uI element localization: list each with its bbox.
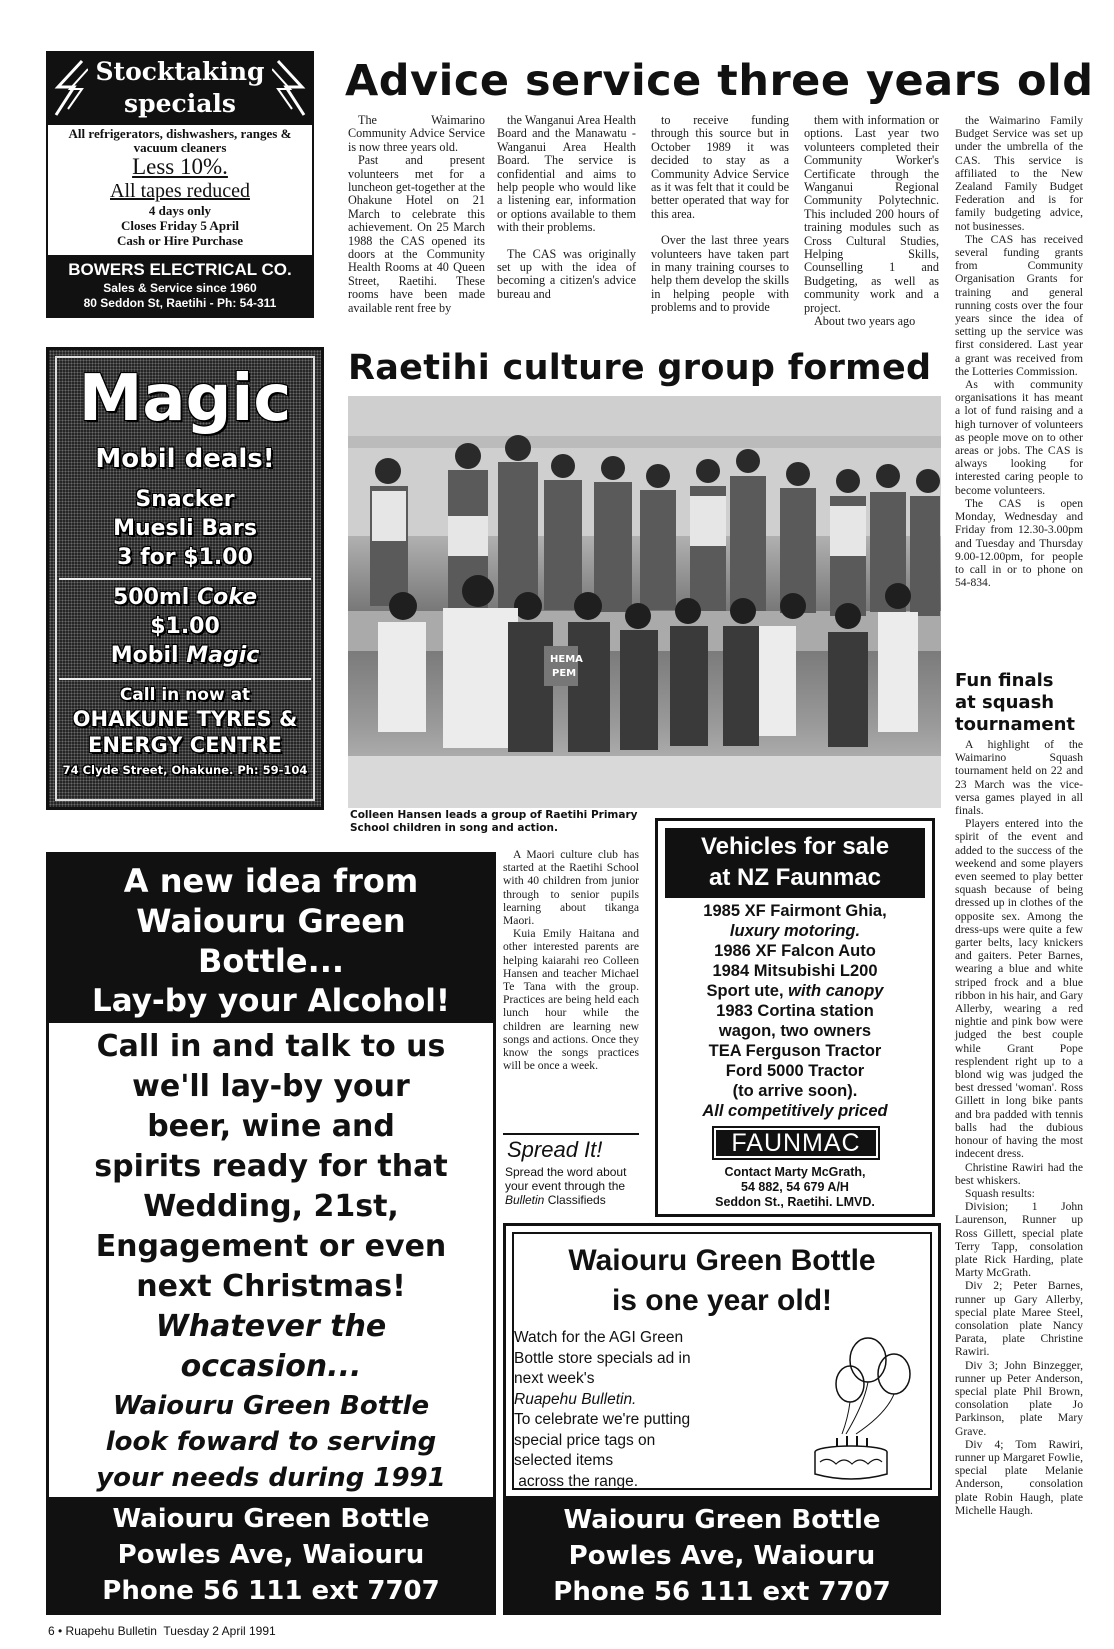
vehicles-l9: Ford 5000 Tractor (725, 1062, 865, 1080)
advice-col5-p3: As with community organisations it has meant a lot of fund raising and a high turnover of volunteers as people move on to other areas or jobs. The CAS is always looking for interested caring people to become volunteers. (955, 378, 1083, 497)
magic-item-muesli: Muesli Bars (113, 516, 257, 541)
advice-col5-p1: the Waimarino Family Budget Service was set up under the umbrella of the CAS. This service is affiliated to the New Zealand Family Budget Federation and is for family budgeting advice, not businesses. (955, 114, 1083, 233)
bowers-since: Sales & Service since 1960 (103, 281, 257, 295)
bowers-company: BOWERS ELECTRICAL CO. (68, 260, 292, 279)
magic-store-2: ENERGY CENTRE (88, 733, 282, 757)
photo-shirt-text-2: PEM (552, 668, 577, 679)
advice-col5-p2: The CAS has received several funding grants from Community Organisation Grants for training and general running costs over the four years since the idea of setting up the service was first considered. Last year a grant was received from the Lotteries Commission. (955, 232, 1083, 378)
vehicles-head-1: Vehicles for sale (700, 833, 890, 860)
culture-photo-drawing (348, 396, 941, 808)
vehicles-l5-a: Sport ute, (706, 982, 789, 1000)
spread-body-a: Spread the word about your event through the (505, 1165, 627, 1193)
gbl-line-6: Engagement or even (95, 1229, 447, 1264)
gbr-foot-2: Powles Ave, Waiouru (568, 1541, 876, 1571)
vehicles-l2: luxury motoring. (729, 922, 861, 940)
vehicles-l11: All competitively priced (702, 1102, 888, 1120)
squash-p5: Division; 1 John Laurenson, Runner up Ross Gillett, special plate Terry Tapp, consolation plate Rick Harding, plate Marty McGrath. (955, 1200, 1083, 1280)
magic-mobil-magic: Magic (186, 643, 260, 668)
squash-p3: Christine Rawiri had the best whiskers. (955, 1160, 1083, 1187)
spread-body (505, 1165, 639, 1207)
stocktaking-tapes: All tapes reduced (110, 180, 250, 202)
magic-divider-2 (59, 678, 311, 680)
gbr-b6: special price tags on (514, 1431, 656, 1449)
squash-p8: Div 4; Tom Rawiri, runner up Margaret Fowlie, special plate Melanie Anderson, consolation plate Robin Haugh, plate Michelle Haugh. (955, 1437, 1083, 1517)
stocktaking-closes: Closes Friday 5 April (120, 218, 240, 233)
gbr-b8: across the range. (514, 1472, 639, 1490)
squash-p6: Div 2; Peter Barnes, runner up Gary Allerby, special plate Maree Steel, consolation plate Nancy Parata, plate Christine Rawiri. (955, 1279, 1083, 1359)
gbr-b1: Watch for the AGI Green (514, 1329, 684, 1346)
magic-coke-size: 500ml (112, 585, 197, 610)
squash-p2: Players entered into the spirit of the event and added to the success of the weekend and some players even seemed to play better squash because of being dressed up in clothes of the opposite sex. Among the dress-ups were quite a few garter belts, lacy knickers and gaiters. Peter Barnes, wearing a blue and white striped frock and a blue ribbon in his hair, and Gary Allerby, wearing a red nightie and pink bow were judged the best couple while Grant Pope resplendent right up to a blond wig was judged the best dressed 'woman'. Ross Gillett in long bike pants and bra padded with tennis balls had the dubious honour of having the most indecent dress. (955, 817, 1083, 1161)
vehicles-l6: 1983 Cortina station (716, 1002, 874, 1020)
stocktaking-header (48, 53, 312, 125)
culture-body (503, 848, 639, 1072)
magic-item-price1: 3 for $1.00 (117, 545, 253, 570)
advice-col3-p2: Over the last three years volunteers have taken part in many training courses to help them develop the skills in helping people with problems and to provide (651, 233, 789, 315)
gbl-line-3: beer, wine and (147, 1109, 395, 1144)
culture-caption: Colleen Hansen leads a group of Raetihi Primary School children in song and action. (350, 809, 638, 834)
stocktaking-payment: Cash or Hire Purchase (116, 233, 244, 248)
gbl-line-9: occasion... (180, 1349, 362, 1384)
spread-body-c: Classifieds (544, 1193, 606, 1207)
vehicles-l7: wagon, two owners (718, 1022, 872, 1040)
magic-divider (59, 578, 311, 580)
stocktaking-days: 4 days only (148, 203, 212, 218)
faunmac-logo (712, 1126, 880, 1160)
gbr-head-1: Waiouru Green Bottle (568, 1244, 876, 1277)
stocktaking-footer (48, 255, 312, 316)
gbr-b3: next week's (514, 1370, 595, 1387)
squash-headline-1: Fun finals (955, 670, 1054, 691)
advice-col-4 (804, 114, 939, 329)
gbl-line-5: Wedding, 21st, (143, 1189, 399, 1224)
faunmac-logo-text: FAUNMAC (716, 1130, 876, 1156)
gbl-line-12: your needs during 1991 (96, 1463, 446, 1493)
photo-shirt-text-1: HEMA (550, 654, 583, 665)
advice-col-1 (348, 114, 485, 315)
vehicles-head-2: at NZ Faunmac (708, 864, 882, 891)
balloons-cake-icon (806, 1334, 916, 1484)
magic-address: 74 Clyde Street, Ohakune. Ph: 59-104 (62, 763, 308, 777)
bowers-address: 80 Seddon St, Raetihi - Ph: 54-311 (83, 296, 277, 310)
advice-col-3 (651, 114, 789, 315)
lightning-right-icon (272, 59, 308, 117)
gbl-line-8: Whatever the (155, 1309, 387, 1344)
gbr-b7: selected items (514, 1452, 614, 1469)
greenbottle-ad-right (503, 1223, 941, 1615)
squash-p7: Div 3; John Binzegger, runner up Peter Anderson, special plate Phil Brown, consolation plate Jo Parkinson, plate Mary Grave. (955, 1358, 1083, 1438)
magic-item-mobil (49, 642, 321, 670)
magic-title: Magic (78, 362, 292, 436)
magic-subtitle: Mobil deals! (95, 444, 275, 474)
vehicles-header (665, 828, 925, 898)
magic-coke-brand: Coke (197, 585, 258, 610)
advice-headline: Advice service three years old (345, 56, 1094, 106)
page-footer: 6 • Ruapehu Bulletin Tuesday 2 April 1991 (48, 1624, 276, 1638)
culture-photo (348, 396, 941, 808)
squash-p1: A highlight of the Waimarino Squash tournament held on 22 and 23 March was the vice-versa games played in all finals. (955, 738, 1083, 818)
spread-body-b: Bulletin (505, 1193, 545, 1207)
greenbottle-ad-left (46, 852, 496, 1615)
advice-col-5 (955, 114, 1083, 589)
stocktaking-ad (46, 51, 314, 318)
gbl-foot-3: Phone 56 111 ext 7707 (102, 1576, 440, 1606)
greenbottle-left-header (49, 855, 493, 1023)
gbl-line-4: spirits ready for that (94, 1149, 448, 1184)
gbr-foot-1: Waiouru Green Bottle (563, 1505, 881, 1535)
magic-item-price2: $1.00 (150, 614, 220, 639)
vehicles-l1: 1985 XF Fairmont Ghia, (703, 902, 887, 920)
gbl-foot-1: Waiouru Green Bottle (112, 1504, 430, 1534)
gbl-line-11: look foward to serving (105, 1427, 437, 1457)
advice-col4-p2: About two years ago (814, 314, 916, 329)
culture-p1: A Maori culture club has started at the Raetihi School with 40 children from junior through to senior pupils learning about tikanga Maori. (503, 848, 639, 928)
advice-col1-p2: Past and present volunteers met for a luncheon get-together at the Ohakune Hotel on 21 March to celebrate this achievement. On 25 March 1988 the CAS opened its doors at the Community Health Rooms at 40 Queen Street, Raetihi. These rooms have been made available rent free by (348, 153, 485, 315)
magic-ad (46, 347, 324, 810)
gbl-line-10: Waiouru Green Bottle (112, 1391, 430, 1421)
gbr-b4: Ruapehu Bulletin. (514, 1390, 637, 1408)
advice-col5-p4: The CAS is open Monday, Wednesday and Friday from 12.30-3.00pm and Tuesday and Thursday 9.00-12.00pm, for people to call in or to phone on 54-834. (955, 496, 1083, 590)
advice-col1-p1: The Waimarino Community Advice Service is now three years old. (348, 113, 485, 154)
spread-box (503, 1133, 639, 1213)
vehicles-contact-1: Contact Marty McGrath, (724, 1165, 866, 1179)
gbr-b2: Bottle store specials ad in (514, 1349, 691, 1367)
gbr-footer (506, 1496, 938, 1612)
vehicles-l5 (658, 981, 932, 1001)
advice-col2-p1: the Wanganui Area Health Board and the Manawatu - Wanganui Area Health Board. The service is confidential and aims to help people who would like a listening ear, information or options available to them with their problems. (497, 113, 636, 235)
vehicles-contact-3: Seddon St., Raetihi. LMVD. (715, 1195, 875, 1209)
magic-item-coke (49, 584, 321, 612)
vehicles-l3: 1986 XF Falcon Auto (714, 942, 876, 960)
lightning-left-icon (52, 59, 88, 117)
squash-headline-2: at squash (955, 692, 1055, 713)
gbl-line-7: next Christmas! (136, 1269, 406, 1304)
gbl-line-2: we'll lay-by your (132, 1069, 410, 1104)
magic-mobil-word: Mobil (110, 643, 187, 668)
vehicles-l4: 1984 Mitsubishi L200 (712, 962, 878, 980)
vehicles-l10: (to arrive soon). (732, 1082, 858, 1100)
magic-store-1: OHAKUNE TYRES & (72, 707, 298, 731)
vehicles-l5-b: with canopy (788, 982, 884, 1000)
gbl-head-2: Waiouru Green (136, 902, 406, 940)
gbr-b5: To celebrate we're putting (514, 1411, 691, 1428)
gbl-head-4: Lay-by your Alcohol! (91, 983, 451, 1019)
stocktaking-discount: Less 10%. (132, 154, 228, 179)
vehicles-l8: TEA Ferguson Tractor (708, 1042, 882, 1060)
squash-body (955, 738, 1083, 1517)
gbr-head-2: is one year old! (611, 1284, 833, 1317)
stocktaking-appliances: All refrigerators, dishwashers, ranges & vacuum cleaners (68, 126, 292, 155)
gbr-foot-3: Phone 56 111 ext 7707 (553, 1577, 891, 1607)
gbl-head-3: Bottle... (197, 942, 345, 980)
magic-call: Call in now at (119, 685, 251, 705)
gbl-footer (49, 1497, 493, 1612)
advice-col4-p1: them with information or options. Last year two volunteers completed their Community Worker's Certificate through the Wanganui Regional Community Polytechnic. This included 200 hours of training modules such as Cross Cultural Studies, Helping Skills, Counselling 1 and Budgeting, as well as community work and a project. (804, 113, 939, 315)
gbl-foot-2: Powles Ave, Waiouru (117, 1540, 425, 1570)
stocktaking-title-2: specials (124, 89, 236, 118)
advice-col-2 (497, 114, 636, 301)
culture-p2: Kuia Emily Haitana and other interested parents are helping kaiarahi reo Colleen Hansen and teacher Michael Te Tana with the group. Practices are being held each lunch hour while the children are learning new songs and actions. Once they know the songs practices will be once a week. (503, 927, 639, 1073)
squash-p4: Squash results: (965, 1186, 1035, 1200)
vehicles-ad (655, 818, 935, 1217)
gbr-body (514, 1328, 774, 1492)
advice-col3-p1: to receive funding through this source but in October 1989 it was decided to stay as a Community Advice Service as it was felt that it could be better operated that way for this area. (651, 113, 789, 221)
spread-title: Spread It! (507, 1137, 603, 1162)
vehicles-contact-2: 54 882, 54 679 A/H (741, 1180, 849, 1194)
gbl-head-1: A new idea from (123, 862, 419, 900)
advice-col2-p2: The CAS was originally set up with the idea of becoming a citizen's advice bureau and (497, 246, 636, 301)
squash-headline-3: tournament (955, 714, 1076, 735)
gbl-line-1: Call in and talk to us (96, 1029, 446, 1064)
magic-item-snacker: Snacker (135, 487, 235, 512)
stocktaking-title-1: Stocktaking (95, 57, 265, 86)
culture-headline: Raetihi culture group formed (348, 348, 932, 388)
